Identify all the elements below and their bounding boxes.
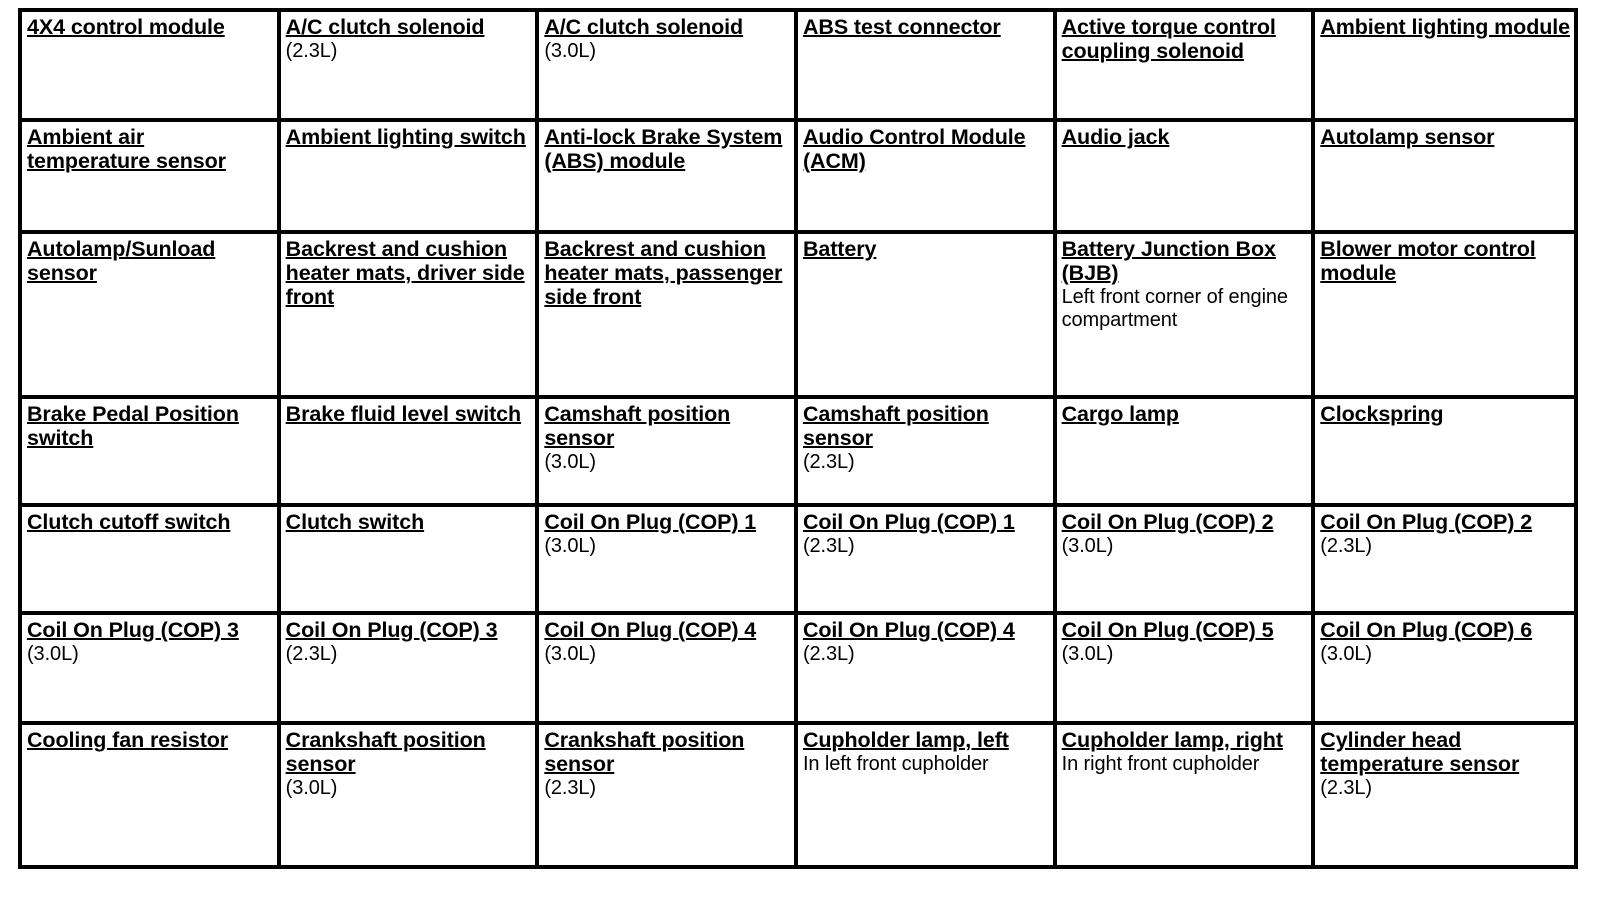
table-row xyxy=(22,507,1574,615)
cell-title: Coil On Plug (COP) 3 xyxy=(285,618,498,642)
table-cell xyxy=(798,12,1057,122)
cell-title: Audio Control Module (ACM) xyxy=(802,125,1026,174)
table-cell xyxy=(1057,725,1316,865)
cell-note: (3.0L) xyxy=(544,40,596,63)
cell-title: Battery xyxy=(802,237,877,261)
cell-title: Crankshaft position sensor xyxy=(544,728,745,777)
table-cell xyxy=(1315,615,1574,725)
cell-title: Autolamp sensor xyxy=(1320,125,1495,149)
table-cell xyxy=(539,399,798,507)
cell-note: In right front cupholder xyxy=(1061,753,1260,776)
cell-title: Cargo lamp xyxy=(1061,402,1179,426)
table-cell xyxy=(539,615,798,725)
table-row xyxy=(22,234,1574,399)
cell-title: 4X4 control module xyxy=(27,15,225,39)
cell-note: (2.3L) xyxy=(285,40,338,63)
cell-title: Cylinder head temperature sensor xyxy=(1320,728,1520,777)
cell-title: Clutch switch xyxy=(285,510,425,534)
cell-title: Coil On Plug (COP) 2 xyxy=(1061,510,1274,534)
table-row xyxy=(22,399,1574,507)
table-cell xyxy=(539,122,798,234)
cell-title: Active torque control coupling solenoid xyxy=(1061,15,1276,64)
cell-title: Backrest and cushion heater mats, passenger side front xyxy=(544,237,783,310)
cell-title: Anti-lock Brake System (ABS) module xyxy=(544,125,783,174)
table-cell xyxy=(22,234,281,399)
cell-title: Camshaft position sensor xyxy=(544,402,731,451)
cell-title: Ambient air temperature sensor xyxy=(27,125,226,174)
cell-note: (2.3L) xyxy=(1320,535,1372,558)
cell-title: Coil On Plug (COP) 6 xyxy=(1320,618,1533,642)
table-cell xyxy=(1315,122,1574,234)
cell-note: (3.0L) xyxy=(1061,643,1114,666)
table-cell xyxy=(22,725,281,865)
table-cell xyxy=(539,725,798,865)
cell-title: Battery Junction Box (BJB) xyxy=(1061,237,1276,286)
component-index-table xyxy=(18,8,1578,869)
cell-note: (3.0L) xyxy=(544,643,596,666)
cell-note: In left front cupholder xyxy=(802,753,989,776)
table-cell xyxy=(281,399,540,507)
cell-note: (2.3L) xyxy=(544,777,596,800)
table-cell xyxy=(281,12,540,122)
table-cell xyxy=(1057,234,1316,399)
table-cell xyxy=(1315,399,1574,507)
table-cell xyxy=(798,725,1057,865)
cell-note: (3.0L) xyxy=(544,451,596,474)
table-cell xyxy=(798,122,1057,234)
table-cell xyxy=(1057,12,1316,122)
table-cell xyxy=(1057,507,1316,615)
cell-title: Coil On Plug (COP) 5 xyxy=(1061,618,1274,642)
table-cell xyxy=(1315,507,1574,615)
table-cell xyxy=(281,615,540,725)
cell-note: (3.0L) xyxy=(1320,643,1372,666)
table-cell xyxy=(22,12,281,122)
cell-title: Coil On Plug (COP) 2 xyxy=(1320,510,1533,534)
table-cell xyxy=(22,507,281,615)
cell-title: Brake Pedal Position switch xyxy=(27,402,239,451)
table-cell xyxy=(539,234,798,399)
cell-title: Ambient lighting module xyxy=(1320,15,1570,39)
cell-title: A/C clutch solenoid xyxy=(544,15,744,39)
table-cell xyxy=(1057,122,1316,234)
table-row xyxy=(22,122,1574,234)
cell-title: Coil On Plug (COP) 1 xyxy=(544,510,757,534)
cell-note: (2.3L) xyxy=(802,643,855,666)
cell-title: Clockspring xyxy=(1320,402,1444,426)
cell-title: ABS test connector xyxy=(802,15,1001,39)
table-cell xyxy=(798,234,1057,399)
table-row xyxy=(22,615,1574,725)
cell-title: Ambient lighting switch xyxy=(285,125,526,149)
table-cell xyxy=(1315,725,1574,865)
table-cell xyxy=(1315,12,1574,122)
cell-title: Cooling fan resistor xyxy=(27,728,229,752)
table-cell xyxy=(539,507,798,615)
cell-note: (2.3L) xyxy=(802,451,855,474)
cell-title: Backrest and cushion heater mats, driver side front xyxy=(285,237,525,310)
cell-title: Audio jack xyxy=(1061,125,1170,149)
cell-title: Cupholder lamp, right xyxy=(1061,728,1283,752)
table-cell xyxy=(798,399,1057,507)
table-row xyxy=(22,725,1574,865)
cell-title: Coil On Plug (COP) 3 xyxy=(27,618,239,642)
cell-note: (2.3L) xyxy=(802,535,855,558)
table-cell xyxy=(1315,234,1574,399)
cell-note: (3.0L) xyxy=(27,643,79,666)
cell-title: Coil On Plug (COP) 4 xyxy=(802,618,1015,642)
cell-title: Clutch cutoff switch xyxy=(27,510,231,534)
table-cell xyxy=(281,507,540,615)
cell-title: A/C clutch solenoid xyxy=(285,15,485,39)
cell-note: (3.0L) xyxy=(1061,535,1114,558)
cell-note: (2.3L) xyxy=(285,643,338,666)
cell-title: Coil On Plug (COP) 4 xyxy=(544,618,757,642)
table-cell xyxy=(281,122,540,234)
cell-title: Camshaft position sensor xyxy=(802,402,989,451)
cell-note: (2.3L) xyxy=(1320,777,1372,800)
cell-title: Blower motor control module xyxy=(1320,237,1536,286)
table-row xyxy=(22,12,1574,122)
cell-title: Brake fluid level switch xyxy=(285,402,522,426)
cell-title: Coil On Plug (COP) 1 xyxy=(802,510,1015,534)
cell-title: Crankshaft position sensor xyxy=(285,728,486,777)
cell-note: Left front corner of engine compartment xyxy=(1061,286,1288,331)
cell-note: (3.0L) xyxy=(544,535,596,558)
table-cell xyxy=(281,725,540,865)
table-cell xyxy=(1057,399,1316,507)
table-cell xyxy=(22,399,281,507)
cell-note: (3.0L) xyxy=(285,777,338,800)
table-cell xyxy=(798,615,1057,725)
table-cell xyxy=(22,615,281,725)
table-cell xyxy=(539,12,798,122)
cell-title: Cupholder lamp, left xyxy=(802,728,1009,752)
cell-title: Autolamp/Sunload sensor xyxy=(27,237,216,286)
table-cell xyxy=(798,507,1057,615)
table-cell xyxy=(281,234,540,399)
table-cell xyxy=(1057,615,1316,725)
table-cell xyxy=(22,122,281,234)
